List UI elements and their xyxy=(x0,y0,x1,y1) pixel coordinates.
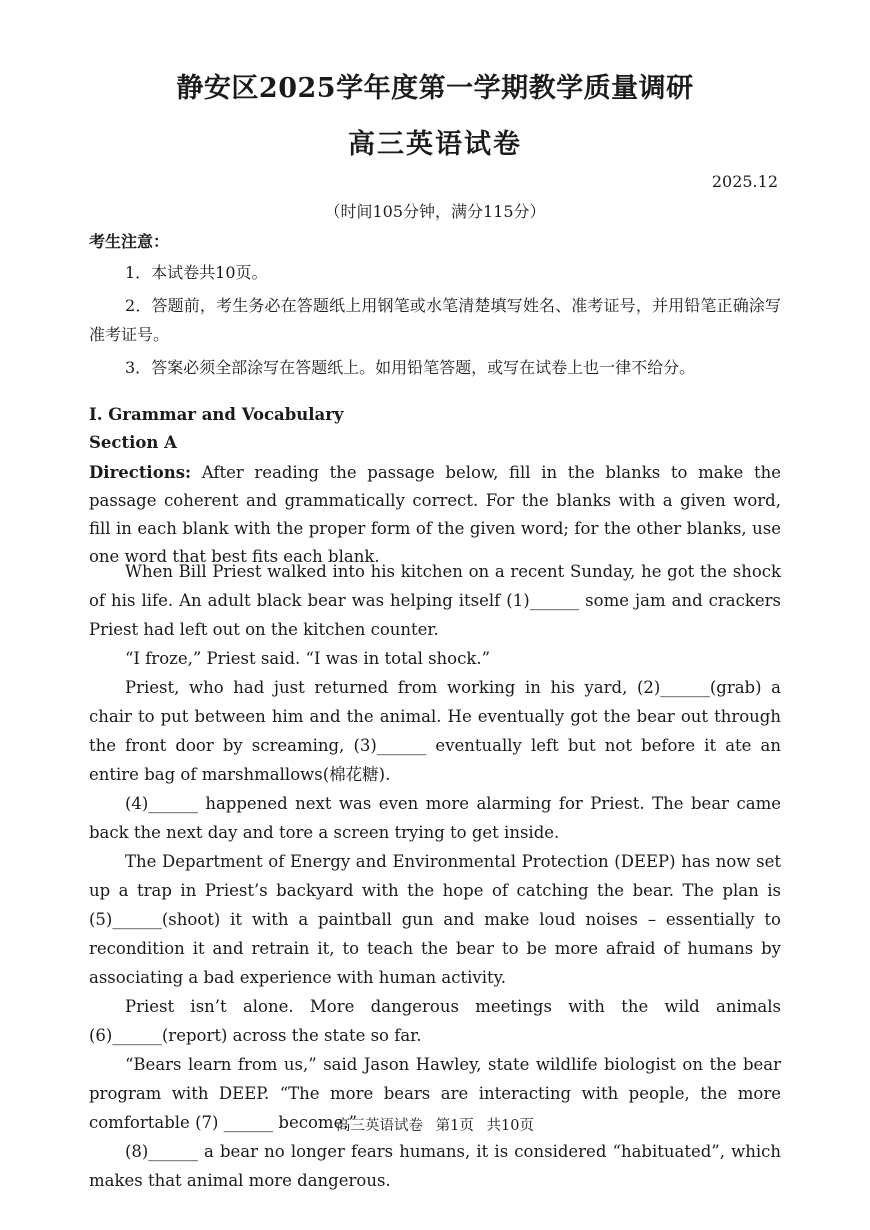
passage-paragraph: (8)______ a bear no longer fears humans, it is considered “habituated”, which makes that animal more dangerous. xyxy=(89,1142,781,1190)
passage-paragraph: The Department of Energy and Environmental Protection (DEEP) has now set up a trap in Priest’s backyard with the hope of catching the bear. The plan is (5)______(shoot) it with a paintball gun and make loud noises – essentially to recondition it and retrain it, to teach the bear to be more afraid of humans by associating a bad experience with human activity. xyxy=(89,852,781,987)
note-item: 1．本试卷共10页。 xyxy=(125,263,268,282)
passage-paragraph: “Bears learn from us,” said Jason Hawley, state wildlife biologist on the bear program with DEEP. “The more bears are interacting with people, the more comfortable (7) ______ become.” xyxy=(89,1055,781,1132)
exam-title: 静安区2025学年度第一学期教学质量调研 xyxy=(176,73,694,104)
passage-paragraph: Priest isn’t alone. More dangerous meetings with the wild animals (6)______(report) across the state so far. xyxy=(89,997,781,1045)
passage-paragraph: (4)______ happened next was even more alarming for Priest. The bear came back the next day and tore a screen trying to get inside. xyxy=(89,794,781,842)
directions-label: Directions: xyxy=(89,463,192,482)
passage-paragraph: When Bill Priest walked into his kitchen on a recent Sunday, he got the shock of his life. An adult black bear was helping itself (1)______ some jam and crackers Priest had left out on the kitchen counter. xyxy=(89,562,781,639)
section-title: Section A xyxy=(89,433,177,452)
passage-paragraph: “I froze,” Priest said. “I was in total shock.” xyxy=(125,649,491,668)
exam-date: 2025.12 xyxy=(711,172,778,191)
notes-list xyxy=(89,258,781,386)
passage xyxy=(89,557,781,1195)
exam-subtitle: 高三英语试卷 xyxy=(348,129,522,160)
page-footer: 高三英语试卷 第1页 共10页 xyxy=(336,1118,534,1134)
directions-text: After reading the passage below, fill in the blanks to make the passage coherent and grammatically correct. For the blanks with a given word, fill in each blank with the proper form of the given word; for the other blanks, use one word that best fits each blank. xyxy=(89,463,781,566)
notes-heading: 考生注意： xyxy=(89,232,170,251)
part-title: I. Grammar and Vocabulary xyxy=(89,405,344,424)
directions xyxy=(89,459,781,571)
note-item: 3．答案必须全部涂写在答题纸上。如用铅笔答题，或写在试卷上也一律不给分。 xyxy=(125,358,696,377)
note-item: 2．答题前，考生务必在答题纸上用钢笔或水笔清楚填写姓名、准考证号，并用铅笔正确涂写准考证号。 xyxy=(89,296,781,344)
time-info: （时间105分钟，满分115分） xyxy=(324,202,546,221)
passage-paragraph: Priest, who had just returned from working in his yard, (2)______(grab) a chair to put between him and the animal. He eventually got the bear out through the front door by screaming, (3)______ eventually left but not before it ate an entire bag of marshmallows(棉花糖). xyxy=(89,678,781,784)
